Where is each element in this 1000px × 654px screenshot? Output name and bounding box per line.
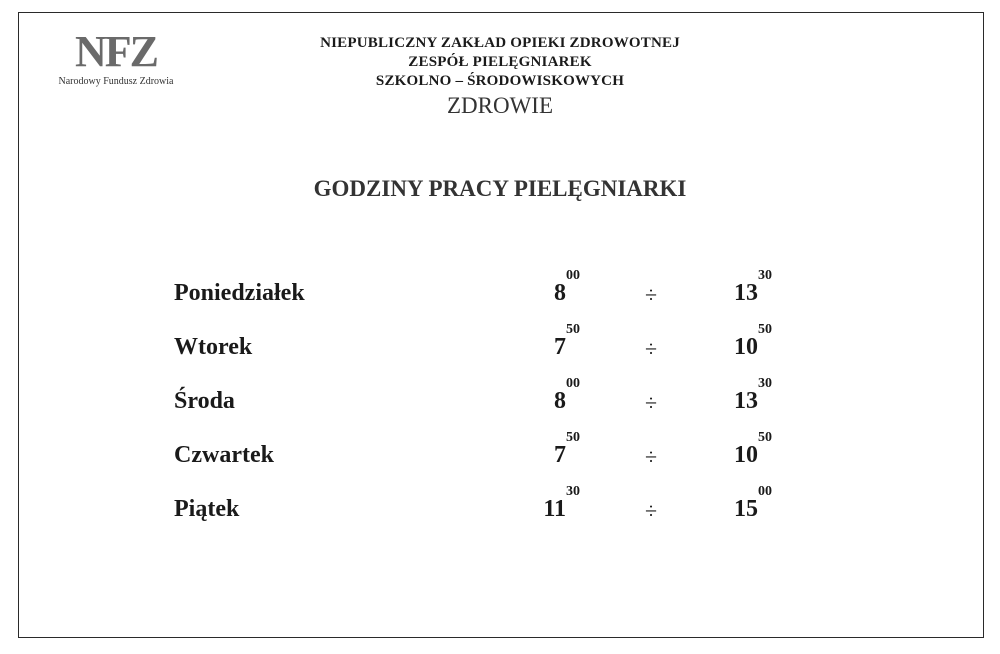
start-hour: 7: [554, 442, 566, 468]
nfz-logo-mark: NFZ: [75, 27, 157, 76]
start-time: [470, 430, 580, 469]
schedule-row: [0, 376, 1000, 442]
start-time: [470, 376, 580, 415]
schedule-row: [0, 484, 1000, 550]
end-minutes: 30: [758, 268, 772, 283]
document-title: GODZINY PRACY PIELĘGNIARKI: [313, 176, 687, 201]
schedule-row: [0, 322, 1000, 388]
document-header: [230, 34, 770, 120]
day-label: Środa: [174, 388, 235, 414]
end-time: [734, 376, 772, 415]
end-minutes: 30: [758, 376, 772, 391]
end-hour: 10: [734, 442, 758, 468]
schedule-row: [0, 268, 1000, 334]
start-minutes: 00: [566, 268, 580, 283]
day-label: Piątek: [174, 496, 240, 522]
end-time: [734, 322, 772, 361]
start-minutes: 50: [566, 430, 580, 445]
start-time: [470, 322, 580, 361]
day-label: Czwartek: [174, 442, 274, 468]
day-label: Poniedziałek: [174, 280, 305, 306]
start-minutes: 30: [566, 484, 580, 499]
nfz-logo-caption: Narodowy Fundusz Zdrowia: [58, 76, 174, 87]
start-minutes: 00: [566, 376, 580, 391]
header-org-name: ZDROWIE: [446, 93, 554, 118]
end-minutes: 50: [758, 430, 772, 445]
range-separator: ÷: [645, 498, 658, 523]
end-minutes: 50: [758, 322, 772, 337]
start-hour: 7: [554, 334, 566, 360]
start-hour: 8: [554, 280, 566, 306]
nfz-logo: [46, 27, 186, 87]
start-time: [470, 484, 580, 523]
start-hour: 11: [543, 496, 566, 522]
range-separator: ÷: [645, 444, 658, 469]
end-hour: 15: [734, 496, 758, 522]
end-time: [734, 268, 772, 307]
range-separator: ÷: [645, 336, 658, 361]
range-separator: ÷: [645, 390, 658, 415]
header-line-3: SZKOLNO – ŚRODOWISKOWYCH: [375, 73, 625, 89]
end-hour: 13: [734, 280, 758, 306]
start-minutes: 50: [566, 322, 580, 337]
schedule-table: [0, 268, 1000, 550]
header-line-1: NIEPUBLICZNY ZAKŁAD OPIEKI ZDROWOTNEJ: [320, 35, 680, 51]
header-line-2: ZESPÓŁ PIELĘGNIAREK: [408, 54, 592, 70]
end-hour: 13: [734, 388, 758, 414]
day-label: Wtorek: [174, 334, 253, 360]
start-hour: 8: [554, 388, 566, 414]
end-hour: 10: [734, 334, 758, 360]
end-time: [734, 484, 772, 523]
range-separator: ÷: [645, 282, 658, 307]
end-minutes: 00: [758, 484, 772, 499]
schedule-row: [0, 430, 1000, 496]
end-time: [734, 430, 772, 469]
start-time: [470, 268, 580, 307]
